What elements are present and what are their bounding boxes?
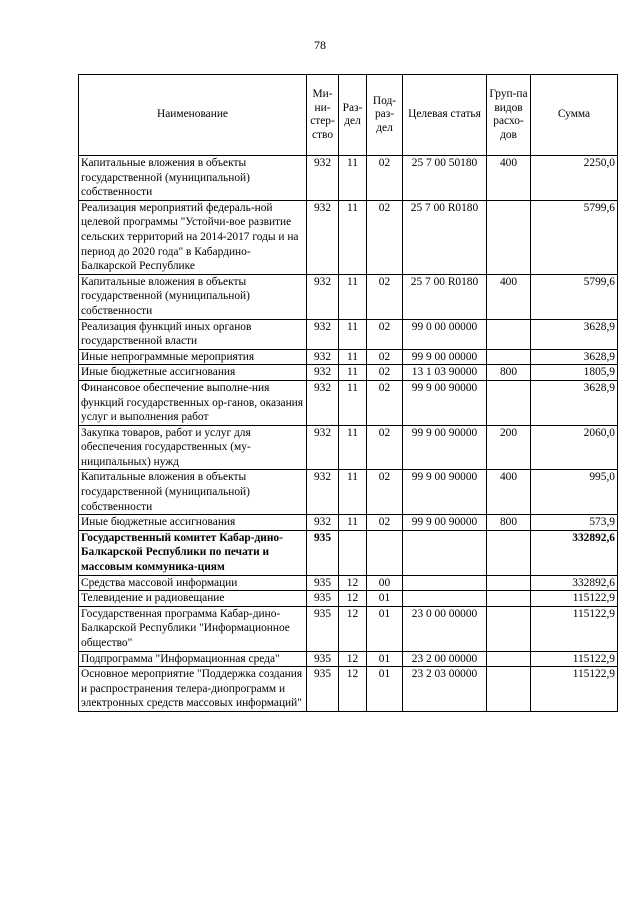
cell-ministry: 935 xyxy=(307,530,339,575)
cell-sum: 3628,9 xyxy=(531,349,618,365)
cell-sum: 115122,9 xyxy=(531,606,618,651)
cell-name: Реализация мероприятий федераль-ной целевой программы "Устойчи-вое развитие сельских территорий на 2014-2017 годы и на период до 2020 года" в Кабардино-Балкарской Республике xyxy=(79,200,307,274)
cell-name: Подпрограмма "Информационная среда" xyxy=(79,651,307,667)
cell-section: 12 xyxy=(339,591,367,607)
table-row xyxy=(79,425,618,470)
cell-target: 23 0 00 00000 xyxy=(403,606,487,651)
cell-name: Капитальные вложения в объекты государственной (муниципальной) собственности xyxy=(79,274,307,319)
cell-subsection: 01 xyxy=(367,606,403,651)
cell-section: 11 xyxy=(339,274,367,319)
cell-sum: 3628,9 xyxy=(531,319,618,349)
cell-name: Средства массовой информации xyxy=(79,575,307,591)
table-row xyxy=(79,200,618,274)
cell-target: 13 1 03 90000 xyxy=(403,365,487,381)
cell-section: 11 xyxy=(339,425,367,470)
cell-target xyxy=(403,591,487,607)
cell-target: 99 9 00 00000 xyxy=(403,349,487,365)
cell-name: Капитальные вложения в объекты государственной (муниципальной) собственности xyxy=(79,470,307,515)
cell-section: 11 xyxy=(339,470,367,515)
table-row xyxy=(79,667,618,712)
cell-sum: 2060,0 xyxy=(531,425,618,470)
cell-group: 400 xyxy=(487,156,531,201)
cell-group xyxy=(487,319,531,349)
header-sum: Сумма xyxy=(531,75,618,156)
cell-group: 800 xyxy=(487,365,531,381)
cell-name: Реализация функций иных органов государственной власти xyxy=(79,319,307,349)
cell-group: 800 xyxy=(487,515,531,531)
cell-name: Телевидение и радиовещание xyxy=(79,591,307,607)
cell-section: 11 xyxy=(339,200,367,274)
cell-subsection: 02 xyxy=(367,200,403,274)
cell-group xyxy=(487,606,531,651)
cell-section: 12 xyxy=(339,606,367,651)
cell-ministry: 932 xyxy=(307,425,339,470)
table-row xyxy=(79,274,618,319)
table-row xyxy=(79,470,618,515)
cell-section xyxy=(339,530,367,575)
cell-group xyxy=(487,200,531,274)
table-row xyxy=(79,515,618,531)
cell-name: Иные бюджетные ассигнования xyxy=(79,515,307,531)
cell-sum: 5799,6 xyxy=(531,200,618,274)
cell-section: 11 xyxy=(339,319,367,349)
cell-ministry: 932 xyxy=(307,274,339,319)
cell-group xyxy=(487,651,531,667)
table-row xyxy=(79,156,618,201)
cell-group: 400 xyxy=(487,470,531,515)
cell-section: 12 xyxy=(339,651,367,667)
cell-group xyxy=(487,575,531,591)
cell-target: 23 2 00 00000 xyxy=(403,651,487,667)
header-row xyxy=(79,75,618,156)
cell-group xyxy=(487,591,531,607)
cell-group xyxy=(487,380,531,425)
table-row xyxy=(79,651,618,667)
cell-subsection: 02 xyxy=(367,349,403,365)
cell-name: Капитальные вложения в объекты государственной (муниципальной) собственности xyxy=(79,156,307,201)
cell-ministry: 932 xyxy=(307,470,339,515)
cell-sum: 995,0 xyxy=(531,470,618,515)
table-row xyxy=(79,380,618,425)
cell-target: 23 2 03 00000 xyxy=(403,667,487,712)
cell-sum: 1805,9 xyxy=(531,365,618,381)
table-row xyxy=(79,591,618,607)
cell-subsection: 02 xyxy=(367,365,403,381)
cell-target: 99 0 00 00000 xyxy=(403,319,487,349)
cell-subsection: 02 xyxy=(367,380,403,425)
cell-ministry: 935 xyxy=(307,667,339,712)
cell-ministry: 935 xyxy=(307,651,339,667)
cell-section: 11 xyxy=(339,515,367,531)
cell-ministry: 932 xyxy=(307,319,339,349)
table-row xyxy=(79,349,618,365)
budget-table xyxy=(78,74,618,712)
header-ministry: Ми-ни-стер-ство xyxy=(307,75,339,156)
cell-target xyxy=(403,530,487,575)
cell-section: 12 xyxy=(339,575,367,591)
cell-subsection: 01 xyxy=(367,591,403,607)
cell-ministry: 932 xyxy=(307,515,339,531)
cell-sum: 5799,6 xyxy=(531,274,618,319)
cell-subsection: 01 xyxy=(367,651,403,667)
cell-sum: 332892,6 xyxy=(531,530,618,575)
cell-ministry: 932 xyxy=(307,365,339,381)
cell-sum: 573,9 xyxy=(531,515,618,531)
header-target: Целевая статья xyxy=(403,75,487,156)
cell-ministry: 932 xyxy=(307,380,339,425)
cell-target: 99 9 00 90000 xyxy=(403,470,487,515)
cell-name: Финансовое обеспечение выполне-ния функций государственных ор-ганов, оказания услуг и выполнения работ xyxy=(79,380,307,425)
cell-group: 400 xyxy=(487,274,531,319)
cell-target xyxy=(403,575,487,591)
cell-name: Основное мероприятие "Поддержка создания и распространения телера-диопрограмм и электронных средств массовых информаций" xyxy=(79,667,307,712)
cell-sum: 115122,9 xyxy=(531,667,618,712)
cell-ministry: 932 xyxy=(307,200,339,274)
cell-section: 11 xyxy=(339,365,367,381)
cell-subsection: 02 xyxy=(367,319,403,349)
cell-subsection: 02 xyxy=(367,274,403,319)
cell-ministry: 935 xyxy=(307,606,339,651)
cell-target: 99 9 00 90000 xyxy=(403,380,487,425)
page-number: 78 xyxy=(314,38,326,52)
cell-section: 11 xyxy=(339,380,367,425)
cell-target: 25 7 00 50180 xyxy=(403,156,487,201)
cell-ministry: 932 xyxy=(307,156,339,201)
cell-sum: 332892,6 xyxy=(531,575,618,591)
cell-section: 11 xyxy=(339,156,367,201)
table-row xyxy=(79,365,618,381)
cell-subsection: 02 xyxy=(367,425,403,470)
cell-target: 99 9 00 90000 xyxy=(403,515,487,531)
cell-group xyxy=(487,667,531,712)
cell-target: 25 7 00 R0180 xyxy=(403,274,487,319)
cell-name: Иные непрограммные мероприятия xyxy=(79,349,307,365)
cell-target: 99 9 00 90000 xyxy=(403,425,487,470)
cell-subsection: 02 xyxy=(367,156,403,201)
cell-section: 12 xyxy=(339,667,367,712)
cell-subsection: 02 xyxy=(367,470,403,515)
cell-name: Государственный комитет Кабар-дино-Балкарской Республики по печати и массовым коммуника-циям xyxy=(79,530,307,575)
cell-group: 200 xyxy=(487,425,531,470)
header-subsection: Под-раз-дел xyxy=(367,75,403,156)
cell-subsection: 02 xyxy=(367,515,403,531)
cell-name: Иные бюджетные ассигнования xyxy=(79,365,307,381)
table-body xyxy=(79,156,618,712)
cell-name: Государственная программа Кабар-дино-Балкарской Республики "Информационное общество" xyxy=(79,606,307,651)
header-section: Раз-дел xyxy=(339,75,367,156)
cell-name: Закупка товаров, работ и услуг для обеспечения государственных (му-ниципальных) нужд xyxy=(79,425,307,470)
cell-target: 25 7 00 R0180 xyxy=(403,200,487,274)
table-row xyxy=(79,319,618,349)
cell-section: 11 xyxy=(339,349,367,365)
cell-ministry: 935 xyxy=(307,575,339,591)
cell-ministry: 932 xyxy=(307,349,339,365)
cell-sum: 3628,9 xyxy=(531,380,618,425)
cell-group xyxy=(487,530,531,575)
cell-sum: 115122,9 xyxy=(531,651,618,667)
header-group: Груп-па видов расхо-дов xyxy=(487,75,531,156)
table-row xyxy=(79,530,618,575)
table-row xyxy=(79,575,618,591)
cell-subsection: 00 xyxy=(367,575,403,591)
header-name: Наименование xyxy=(79,75,307,156)
cell-sum: 115122,9 xyxy=(531,591,618,607)
cell-group xyxy=(487,349,531,365)
cell-sum: 2250,0 xyxy=(531,156,618,201)
cell-subsection xyxy=(367,530,403,575)
cell-ministry: 935 xyxy=(307,591,339,607)
cell-subsection: 01 xyxy=(367,667,403,712)
table-row xyxy=(79,606,618,651)
